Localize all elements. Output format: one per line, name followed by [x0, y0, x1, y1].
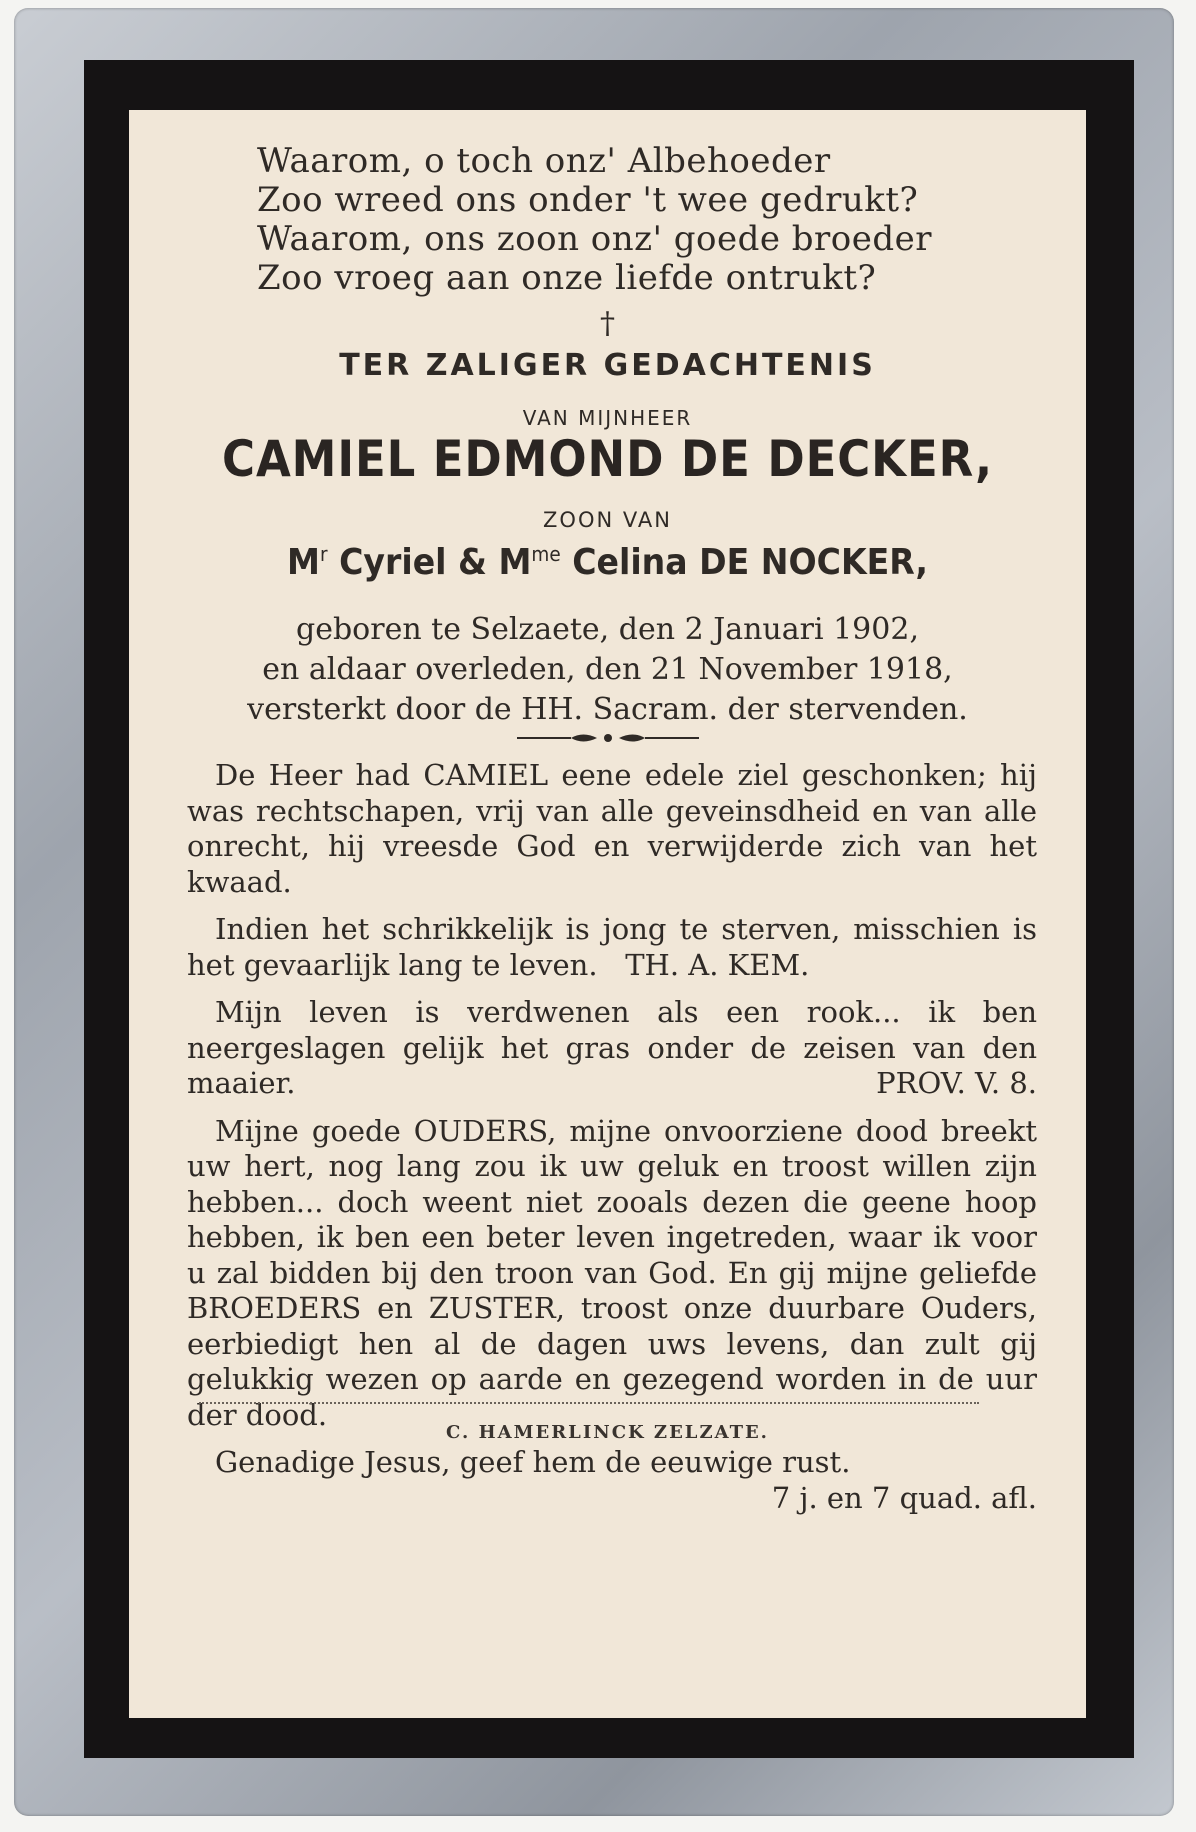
parents-father: Cyriel & M — [327, 542, 532, 583]
paragraph-proverbs — [187, 995, 1037, 1102]
poem-line: Zoo wreed ons onder 't wee gedrukt? — [257, 180, 919, 220]
memorial-card-paper — [129, 110, 1086, 1718]
poem — [257, 142, 932, 298]
parents-names — [167, 542, 1047, 583]
born-line: versterkt door de HH. Sacram. der stervenden. — [247, 692, 968, 727]
indulgence-note: 7 j. en 7 quad. afl. — [771, 1480, 1037, 1515]
ornament-divider-icon — [129, 730, 1086, 750]
poem-line: Waarom, o toch onz' Albehoeder — [257, 141, 831, 181]
dotted-divider — [199, 1402, 979, 1404]
cross-icon: † — [600, 306, 615, 341]
paragraph-proverbs-source: PROV. V. 8. — [876, 1066, 1037, 1100]
deceased-name: CAMIEL EDMOND DE DECKER, — [222, 430, 993, 488]
parents-mr: M — [287, 542, 320, 583]
parents-mr-sup: r — [320, 542, 328, 566]
memorial-heading: TER ZALIGER GEDACHTENIS — [339, 348, 876, 383]
printer-imprint: C. HAMERLINCK ZELZATE. — [446, 1422, 769, 1443]
zoon-van: ZOON VAN — [543, 508, 672, 532]
paragraph-kempis-source: TH. A. KEM. — [625, 947, 810, 982]
paragraph-proverbs-text: Mijn leven is verdwenen als een rook... ik ben neergeslagen gelijk het gras onder de zeisen van den maaier. — [187, 995, 1037, 1100]
memorial-card-silver-edge — [14, 8, 1174, 1816]
van-mijnheer: VAN MIJNHEER — [522, 406, 693, 430]
closing-prayer: Genadige Jesus, geef hem de eeuwige rust. — [215, 1445, 851, 1479]
paragraph-soul: De Heer had CAMIEL eene edele ziel geschonken; hij was rechtschapen, vrij van alle geveinsdheid en van alle onrecht, hij vreesde God en verwijderde zich van het kwaad. — [187, 758, 1037, 899]
birth-death-details — [129, 610, 1086, 730]
paragraph-parents: Mijne goede OUDERS, mijne onvoorziene dood breekt uw hert, nog lang zou ik uw geluk en troost willen zijn hebben... doch weent niet zooals dezen die geene hoop hebben, ik ben een beter leven ingetreden, waar ik voor u zal bidden bij den troon van God. En gij mijne geliefde BROEDERS en ZUSTER, troost onze duurbare Ouders, eerbiedigt hen al de dagen uws levens, dan zult gij gelukkig wezen op aarde en gezegend worden in de uur der dood. — [187, 1113, 1037, 1432]
born-line: en aldaar overleden, den 21 November 1918, — [262, 652, 953, 687]
poem-line: Zoo vroeg aan onze liefde ontrukt? — [257, 258, 877, 298]
born-line: geboren te Selzaete, den 2 Januari 1902, — [296, 612, 919, 647]
poem-line: Waarom, ons zoon onz' goede broeder — [257, 219, 933, 259]
paragraph-kempis-text: Indien het schrikkelijk is jong te sterven, misschien is het gevaarlijk lang te leven. — [187, 912, 1037, 982]
paragraph-kempis — [187, 912, 1037, 983]
parents-mme-sup: me — [531, 542, 561, 566]
parents-mother: Celina DE NOCKER, — [560, 542, 928, 583]
